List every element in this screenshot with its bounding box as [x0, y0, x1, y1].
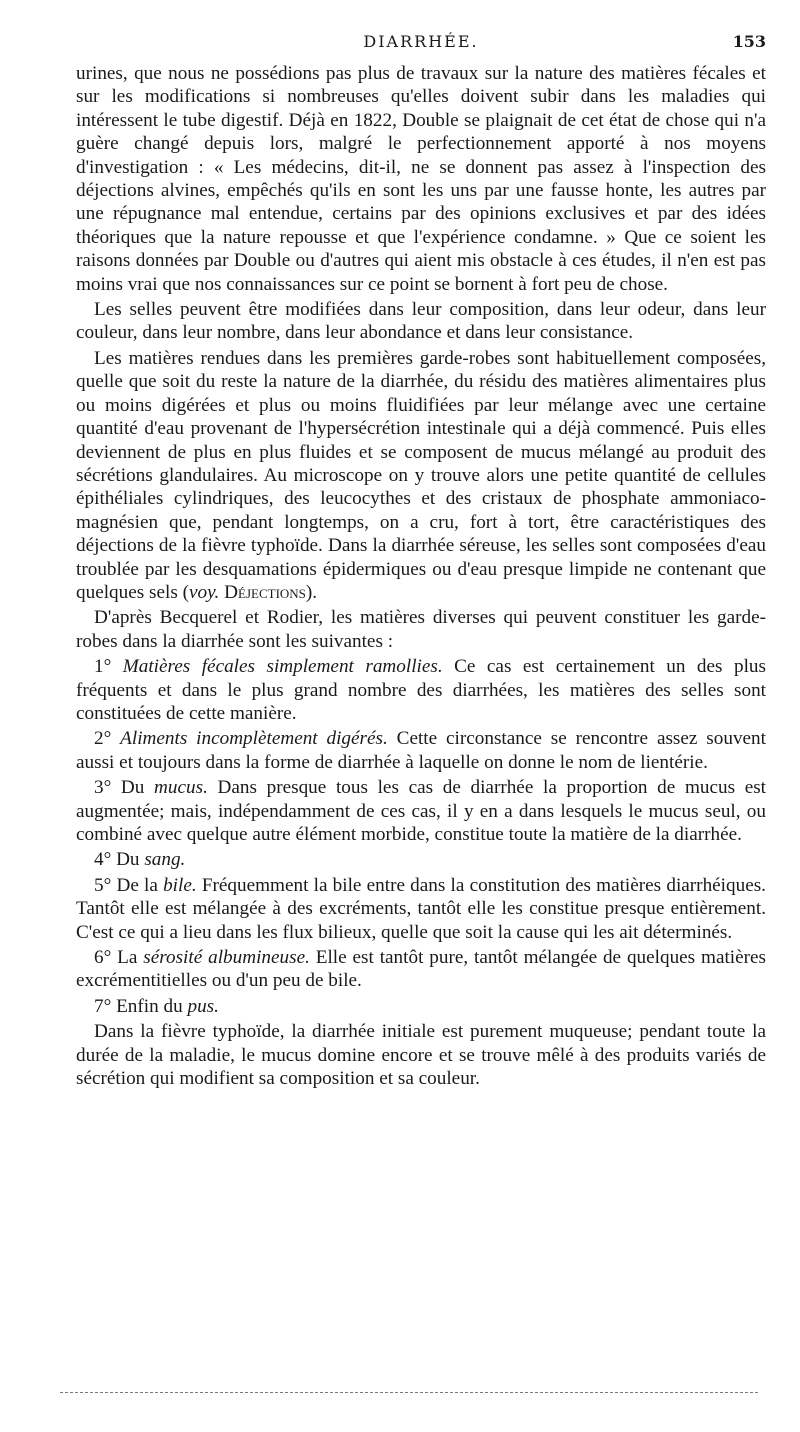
list-term: sang.	[144, 849, 186, 871]
list-number: 1°	[94, 656, 123, 678]
list-text: Ce cas est certainement un des plus fréquents et dans le plus grand nombre des diarrhées, les matières des selles sont constituées de cette manière.	[76, 656, 766, 724]
paragraph-text: Dans la fièvre typhoïde, la diarrhée initiale est purement muqueuse; pendant toute la durée de la maladie, le mucus domine encore et se trouve mêlé à des produits variés de sécrétion qui modifient sa composition et sa couleur.	[76, 1021, 766, 1090]
running-title: DIARRHÉE.	[363, 32, 479, 51]
list-number: 2°	[94, 728, 121, 750]
list-term: bile.	[163, 874, 197, 896]
paragraph-text: Les selles peuvent être modifiées dans leur composition, dans leur odeur, dans leur couleur, dans leur nombre, dans leur abondance et dans leur consistance.	[76, 299, 766, 344]
list-item-2	[76, 727, 766, 774]
body-text	[76, 62, 766, 1090]
paragraph-continuation	[76, 62, 766, 296]
list-item-6	[76, 946, 766, 993]
list-text: Fréquemment la bile entre dans la constitution des matières diarrhéiques. Tantôt elle est mélangée à des excréments, tantôt elle les constitue presque entièrement. C'est ce qui a lieu dans les flux bilieux, quelle que soit la cause qui les ait déterminés.	[76, 874, 766, 943]
paragraph-text: D'après Becquerel et Rodier, les matières diverses qui peuvent constituer les garde-robes dans la diarrhée sont les suivantes :	[76, 607, 766, 652]
cross-reference-dejections: Déjections	[224, 581, 306, 603]
list-item-4	[76, 848, 766, 871]
list-term: pus.	[187, 995, 219, 1017]
list-text: Elle est tantôt pure, tantôt mélangée de quelques matières excrémentitielles ou d'un peu de bile.	[76, 947, 767, 992]
paragraph-text: urines, que nous ne possédions pas plus de travaux sur la nature des matières fécales et sur les modifications si nombreuses qu'elles doivent subir dans les maladies qui intéressent le tube digestif. Déjà en 1822, Double se plaignait de cet état de chose qui n'a guère changé depuis lors, malgré le perfectionnement apporté à nos moyens d'investigation : « Les médecins, dit-il, ne se donnent pas assez à l'inspection des déjections alvines, empêchés qu'ils en sont les uns par une fausse honte, les autres par une répugnance mal entendue, certains par des opinions exclusives et par des idées théoriques que la nature repousse et que l'expérience condamne. » Que ce soient les raisons données par Double ou d'autres qui aient mis obstacle à ces études, il n'en est pas moins vrai que nos connaissances sur ce point se bornent à fort peu de chose.	[76, 63, 766, 295]
paragraph-stool-modifications	[76, 298, 766, 345]
page-number: 153	[732, 32, 766, 51]
list-number: 3° Du	[94, 777, 155, 799]
list-text: Dans presque tous les cas de diarrhée la proportion de mucus est augmentée; mais, indépendamment de ces cas, il y en a dans lesquels le mucus seul, ou combiné avec quelque autre élément morbide, constitue toute la matière de la diarrhée.	[76, 777, 767, 845]
paragraph-text: Les matières rendues dans les premières garde-robes sont habituellement composées, quelle que soit du reste la nature de la diarrhée, du résidu des matières alimentaires plus ou moins digérées et plus ou moins fluidifiées par leur mélange avec une certaine quantité d'eau provenant de l'hypersécrétion intestinale qui a déjà commencé. Puis elles deviennent de plus en plus fluides et se composent de mucus mélangé au produit des sécrétions glandulaires. Au microscope on y trouve alors une petite quantité de cellules épithéliales cylindriques, des leucocythes et des cristaux de phosphate ammoniaco-magnésien que, pendant longtemps, on a cru, fort à tort, être caractéristiques des déjections de la fièvre typhoïde. Dans la diarrhée séreuse, les selles sont composées d'eau troublée par les desquamations épidermiques ou d'eau presque limpide ne contenant que quelques sels (	[76, 347, 766, 603]
running-head	[76, 30, 766, 56]
paragraph-typhoid	[76, 1020, 766, 1090]
list-term: Aliments incomplètement digérés.	[120, 728, 388, 750]
list-term: mucus.	[154, 777, 208, 799]
book-page	[76, 30, 766, 1090]
list-item-5	[76, 874, 766, 944]
list-item-1	[76, 655, 766, 725]
list-term: sérosité albumineuse.	[143, 947, 310, 969]
footer-rule	[60, 1392, 758, 1393]
list-number: 5° De la	[94, 874, 164, 896]
list-number: 7° Enfin du	[94, 995, 188, 1017]
list-item-3	[76, 776, 766, 846]
list-number: 6° La	[94, 947, 144, 969]
list-item-7	[76, 995, 766, 1018]
list-term: Matières fécales simplement ramollies.	[122, 656, 443, 678]
list-text: Cette circonstance se rencontre assez souvent aussi et toujours dans la forme de diarrhée à laquelle on donne le nom de lientérie.	[76, 728, 766, 773]
paragraph-becquerel-rodier	[76, 606, 766, 653]
paragraph-text: ).	[305, 581, 318, 603]
cross-reference-voy: voy.	[188, 581, 220, 603]
paragraph-stool-composition	[76, 347, 766, 604]
list-number: 4° Du	[94, 849, 145, 871]
